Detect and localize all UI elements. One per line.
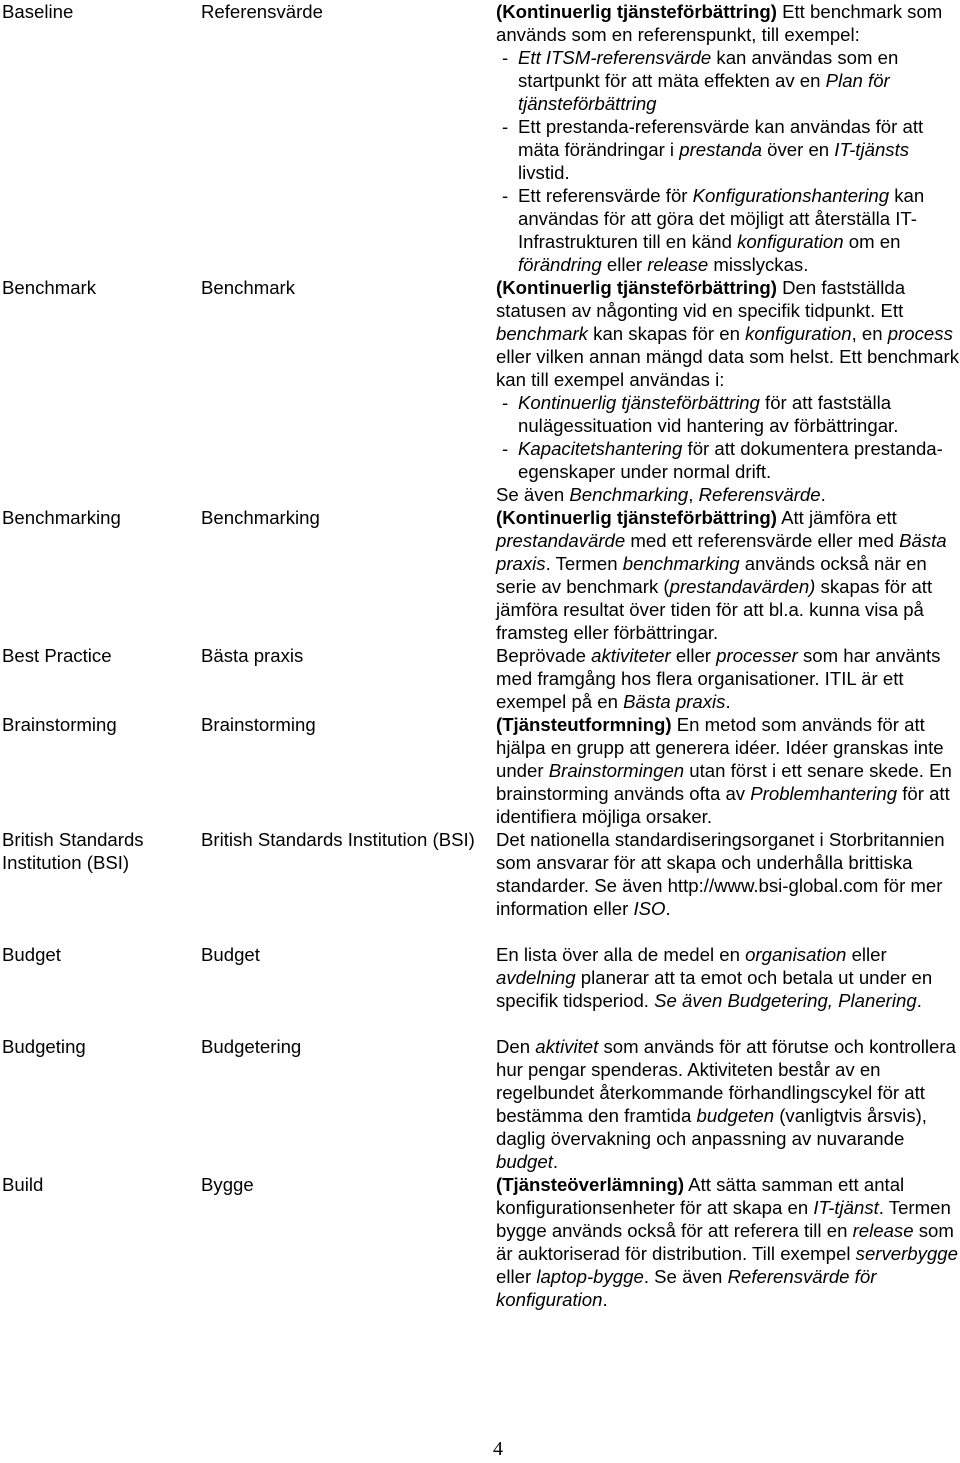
glossary-reference: serverbygge xyxy=(855,1243,958,1264)
english-term: Baseline xyxy=(2,1,74,22)
definition-bullet: - Ett referensvärde för Konfigurationshantering kan användas för att göra det möjligt att återställa IT-Infrastrukturen till en känd konfiguration om en förändring eller release misslyckas. xyxy=(496,184,960,276)
english-term: Budget xyxy=(2,944,61,965)
english-term: Brainstorming xyxy=(2,714,117,735)
glossary-reference: förändring xyxy=(518,254,602,275)
definition xyxy=(496,1035,960,1173)
glossary-reference: Referensvärde för konfiguration xyxy=(496,1266,877,1310)
glossary-reference: aktiviteter xyxy=(591,645,671,666)
glossary-reference: IT-tjänst xyxy=(813,1197,879,1218)
definition-paragraph: (Kontinuerlig tjänsteförbättring) Den fastställda statusen av någonting vid en specifik tidpunkt. Ett benchmark kan skapas för en konfiguration, en process eller vilken annan mängd data som helst. Ett benchmark kan till exempel användas i: xyxy=(496,277,960,390)
glossary-reference: process xyxy=(887,323,953,344)
glossary-reference: release xyxy=(647,254,709,275)
process-tag: (Kontinuerlig tjänsteförbättring) xyxy=(496,1,777,22)
swedish-term: Benchmarking xyxy=(201,507,320,528)
glossary-reference: Ett ITSM-referensvärde xyxy=(518,47,712,68)
definition-bullet: - Kontinuerlig tjänsteförbättring för att fastställa nulägessituation vid hantering av förbättringar. xyxy=(496,391,960,437)
glossary-reference: IT-tjänsts xyxy=(834,139,910,160)
definition-paragraph: Den aktivitet som används för att förutse och kontrollera hur pengar spenderas. Aktiviteten består av en regelbundet återkommande förhandlingscykel för att bestämma den framtida budgeten (vanligtvis årsvis), daglig övervakning och anpassning av nuvarande budget. xyxy=(496,1036,956,1172)
glossary-reference: benchmark xyxy=(496,323,588,344)
glossary-reference: aktivitet xyxy=(535,1036,599,1057)
definition-bullet: - Ett prestanda-referensvärde kan användas för att mäta förändringar i prestanda över en IT-tjänsts livstid. xyxy=(496,115,960,184)
swedish-term: Benchmark xyxy=(201,277,296,298)
process-tag: (Tjänsteutformning) xyxy=(496,714,672,735)
glossary-reference: release xyxy=(852,1220,914,1241)
english-term: Budgeting xyxy=(2,1036,86,1057)
process-tag: (Kontinuerlig tjänsteförbättring) xyxy=(496,277,777,298)
glossary-reference: konfiguration xyxy=(737,231,844,252)
glossary-reference: avdelning xyxy=(496,967,576,988)
definition xyxy=(496,828,960,920)
glossary-reference: prestandavärden) xyxy=(669,576,816,597)
glossary-reference: Kontinuerlig tjänsteförbättring xyxy=(518,392,760,413)
definition-paragraph: En lista över alla de medel en organisation eller avdelning planerar att ta emot och betala ut under en specifik tidsperiod. Se även Budgetering, Planering. xyxy=(496,944,933,1011)
definition-paragraph: (Kontinuerlig tjänsteförbättring) Ett benchmark som används som en referenspunkt, till exempel: xyxy=(496,1,943,45)
glossary-reference: konfiguration xyxy=(745,323,852,344)
english-term: Build xyxy=(2,1174,44,1195)
glossary-reference: Se även Budgetering, Planering xyxy=(654,990,917,1011)
definition xyxy=(496,0,960,276)
definition xyxy=(496,1173,960,1311)
glossary-reference: prestandavärde xyxy=(496,530,626,551)
glossary-reference: benchmarking xyxy=(622,553,740,574)
swedish-term: Bygge xyxy=(201,1174,254,1195)
glossary-reference: organisation xyxy=(745,944,847,965)
glossary-reference: processer xyxy=(716,645,798,666)
glossary-reference: Bästa praxis xyxy=(623,691,726,712)
definition-bullet: - Kapacitetshantering för att dokumentera prestanda-egenskaper under normal drift. xyxy=(496,437,960,483)
glossary-reference: Referensvärde xyxy=(698,484,821,505)
definition-paragraph: Det nationella standardiseringsorganet i Storbritannien som ansvarar för att skapa och underhålla brittiska standarder. Se även http://www.bsi-global.com för mer information eller ISO. xyxy=(496,829,945,919)
english-term: British Standards Institution (BSI) xyxy=(2,829,144,873)
definition-paragraph: Beprövade aktiviteter eller processer som har använts med framgång hos flera organisationer. ITIL är ett exempel på en Bästa praxis. xyxy=(496,645,941,712)
glossary-reference: budgeten xyxy=(696,1105,775,1126)
glossary-reference: budget xyxy=(496,1151,553,1172)
definition-paragraph: (Tjänsteöverlämning) Att sätta samman ett antal konfigurationsenheter för att skapa en IT-tjänst. Termen bygge används också för att referera till en release som är auktoriserad för distribution. Till exempel serverbygge eller laptop-bygge. Se även Referensvärde för konfiguration. xyxy=(496,1174,958,1310)
glossary-reference: Bästa praxis xyxy=(496,530,947,574)
definition-paragraph: Se även Benchmarking, Referensvärde. xyxy=(496,484,826,505)
definition xyxy=(496,506,960,644)
swedish-term: Referensvärde xyxy=(201,1,323,22)
glossary-reference: Kapacitetshantering xyxy=(518,438,683,459)
swedish-term: Bästa praxis xyxy=(201,645,304,666)
swedish-term: Budgetering xyxy=(201,1036,302,1057)
swedish-term: British Standards Institution (BSI) xyxy=(201,829,475,850)
swedish-term: Brainstorming xyxy=(201,714,316,735)
english-term: Benchmarking xyxy=(2,507,121,528)
glossary-reference: Benchmarking xyxy=(569,484,689,505)
definition xyxy=(496,644,960,713)
glossary-reference: ISO xyxy=(633,898,666,919)
english-term: Best Practice xyxy=(2,645,112,666)
glossary-reference: Plan för tjänsteförbättring xyxy=(518,70,890,114)
english-term: Benchmark xyxy=(2,277,97,298)
process-tag: (Kontinuerlig tjänsteförbättring) xyxy=(496,507,777,528)
process-tag: (Tjänsteöverlämning) xyxy=(496,1174,685,1195)
glossary-reference: Problemhantering xyxy=(750,783,898,804)
definition xyxy=(496,276,960,506)
swedish-term: Budget xyxy=(201,944,260,965)
definition xyxy=(496,943,960,1012)
definition-paragraph: (Kontinuerlig tjänsteförbättring) Att jämföra ett prestandavärde med ett referensvärde eller med Bästa praxis. Termen benchmarking används också när en serie av benchmark (prestandavärden) skapas för att jämföra resultat över tiden för att bl.a. kunna visa på framsteg eller förbättringar. xyxy=(496,507,947,643)
definition xyxy=(496,713,960,828)
definition-paragraph: (Tjänsteutformning) En metod som används för att hjälpa en grupp att generera idéer. Idéer granskas inte under Brainstormingen utan först i ett senare skede. En brainstorming används ofta av Problemhantering för att identifiera möjliga orsaker. xyxy=(496,714,952,827)
glossary-reference: prestanda xyxy=(679,139,762,160)
definition-bullet: - Ett ITSM-referensvärde kan användas som en startpunkt för att mäta effekten av en Plan för tjänsteförbättring xyxy=(496,46,960,115)
page-number: 4 xyxy=(493,1438,503,1460)
glossary-reference: laptop-bygge xyxy=(536,1266,644,1287)
glossary-reference: Brainstormingen xyxy=(548,760,685,781)
glossary-reference: Konfigurationshantering xyxy=(692,185,890,206)
